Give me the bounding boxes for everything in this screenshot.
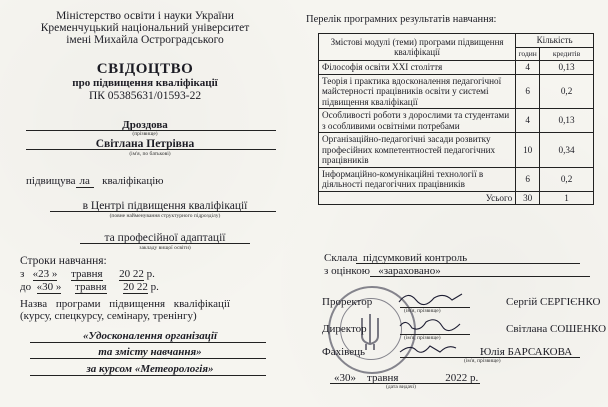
grade-line: з оцінкою «зараховано» — [324, 265, 441, 277]
table-row — [319, 167, 594, 191]
program-label: Назва програми підвищення кваліфікації — [20, 298, 230, 310]
doc-number: ПК 05385631/01593-22 — [88, 90, 202, 102]
header-credits: кредитів — [540, 47, 594, 61]
table-total-row — [319, 191, 594, 205]
module-cell: Філософія освіти ХХІ століття — [319, 61, 516, 75]
university-name-line: імені Михайла Остроградського — [66, 34, 224, 46]
credits-cell: 0,2 — [540, 74, 594, 109]
center-hint: (повне найменування структурного підрозділу) — [109, 213, 221, 219]
header-hours: годин — [516, 47, 540, 61]
doc-subtitle: про підвищення кваліфікації — [72, 77, 218, 89]
rector-label: Проректор — [322, 296, 373, 308]
certificate-right-page — [300, 0, 608, 407]
secretary-label: Фахівець — [322, 346, 366, 358]
period-from: з «23 » травня 20 22 р. — [20, 268, 155, 280]
header-module: Змістові модулі (теми) програми підвищення кваліфікації — [319, 34, 516, 61]
module-cell: Теорія і практика вдосконалення педагогічної майстерності працівників освіти у системі підвищення кваліфікації — [319, 74, 516, 109]
credits-cell: 0,2 — [540, 167, 594, 191]
module-cell: Організаційно-педагогічні засади розвитку професійних компетентностей педагогічних працівників — [319, 133, 516, 168]
hours-cell: 10 — [516, 133, 540, 168]
secretary-name: Юлія БАРСАКОВА — [480, 346, 573, 358]
table-row — [319, 61, 594, 75]
table-row — [319, 74, 594, 109]
issue-date-hint: (дата видачі) — [386, 384, 416, 390]
director-label: Директор — [322, 323, 367, 335]
specialty: та професійної адаптації — [104, 232, 226, 244]
program-types: (курсу, спецкурсу, семінару, тренінгу) — [20, 310, 197, 322]
surname: Дроздова — [122, 119, 168, 131]
table-row — [319, 133, 594, 168]
center-name: в Центрі підвищення кваліфікації — [82, 200, 248, 212]
total-label: Усього — [319, 191, 516, 205]
director-name-hint: (ім'я, прізвище) — [404, 335, 441, 341]
rector-signature — [396, 288, 466, 308]
program-line-2: та змісту навчання» — [98, 346, 202, 358]
credits-cell: 0,13 — [540, 109, 594, 133]
module-cell: Особливості роботи з дорослими та студентами з особливими освітніми потребами — [319, 109, 516, 133]
rector-name-hint: (ім'я, прізвище) — [404, 308, 441, 314]
hours-cell: 4 — [516, 61, 540, 75]
raised-line: підвищува ла кваліфікацію — [26, 175, 164, 187]
given-names-hint: (ім'я, по батькові) — [129, 151, 171, 157]
secretary-signature — [396, 338, 466, 358]
certificate-left-page — [0, 0, 300, 407]
director-signature — [396, 314, 466, 334]
total-credits: 1 — [540, 191, 594, 205]
secretary-name-hint: (ім'я, прізвище) — [464, 358, 501, 364]
hours-cell: 6 — [516, 167, 540, 191]
results-table — [318, 33, 594, 205]
given-names: Світлана Петрівна — [95, 138, 195, 150]
director-name: Світлана СОШЕНКО — [506, 323, 607, 335]
period-to: до «30 » травня 20 22 р. — [20, 281, 159, 293]
university-line: Кременчуцький національний університет — [40, 22, 250, 34]
credits-cell: 0,13 — [540, 61, 594, 75]
hours-cell: 6 — [516, 74, 540, 109]
program-line-1: «Удосконалення організації — [82, 330, 217, 342]
credits-cell: 0,34 — [540, 133, 594, 168]
header-count: Кількість — [516, 34, 594, 48]
passed-line: Склала підсумковий контроль — [324, 252, 468, 264]
results-title: Перелік програмних результатів навчання: — [306, 14, 497, 25]
doc-title: СВІДОЦТВО — [96, 61, 194, 77]
total-hours: 30 — [516, 191, 540, 205]
program-line-3: за курсом «Метеорологія» — [86, 363, 214, 375]
period-label: Строки навчання: — [20, 255, 107, 267]
table-row — [319, 109, 594, 133]
ministry-line: Міністерство освіти і науки України — [56, 10, 234, 22]
surname-hint: (прізвище) — [132, 131, 158, 137]
module-cell: Інформаційно-комунікаційні технології в діяльності педагогічних працівників — [319, 167, 516, 191]
specialty-hint: закладу вищої освіти) — [139, 245, 191, 251]
rector-name: Сергій СЕРГІЄНКО — [506, 296, 601, 308]
issue-date-line: «30» травня 2022 р. — [334, 372, 479, 384]
hours-cell: 4 — [516, 109, 540, 133]
